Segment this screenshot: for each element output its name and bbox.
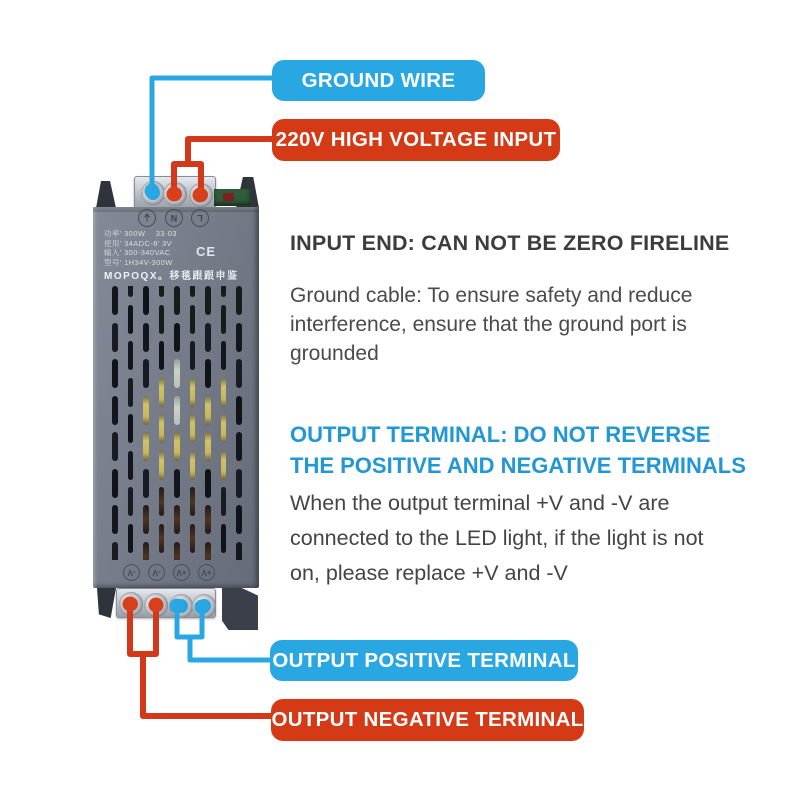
neg-wire-dot-1	[124, 597, 138, 611]
vent-slot	[174, 286, 180, 315]
pcb-component	[223, 193, 234, 201]
vent-slot	[205, 359, 211, 388]
mounting-ear-top-left	[96, 181, 116, 208]
vent-slot	[205, 432, 211, 461]
vent-slot	[221, 524, 227, 553]
output-mark-2: -V	[148, 564, 165, 581]
vent-slot	[112, 505, 118, 534]
heading-line: OUTPUT TERMINAL: DO NOT REVERSE	[290, 422, 711, 447]
body-line: on, please replace +V and -V	[290, 561, 568, 585]
vent-slot	[159, 487, 165, 516]
vent-slot	[112, 542, 118, 561]
pos-wire-dot-2	[197, 599, 211, 613]
vent-slot	[128, 487, 134, 516]
vent-slot	[143, 505, 149, 534]
vent-slot	[128, 451, 134, 480]
vent-slot	[174, 542, 180, 561]
body-line: When the output terminal +V and -V are	[290, 491, 670, 515]
ground-wire-dot	[146, 186, 160, 200]
vent-slot	[128, 305, 134, 334]
live-wire-dot	[194, 188, 208, 202]
vent-slot	[221, 451, 227, 480]
vent-grid	[111, 286, 251, 560]
vent-slot	[159, 305, 165, 334]
body-line: grounded	[290, 342, 379, 365]
output-terminal-block	[116, 588, 216, 618]
vent-slot	[112, 432, 118, 461]
pcb-strip	[214, 189, 250, 206]
vent-slot	[190, 524, 196, 553]
vent-slot	[112, 359, 118, 388]
output-mark-4: +V	[198, 564, 215, 581]
hv-input-line-stem	[188, 139, 272, 164]
vent-slot	[236, 432, 242, 461]
body-line: interference, ensure that the ground port is	[290, 313, 687, 336]
pos-wire-dot-1	[174, 599, 188, 613]
output-terminal-neg-1	[119, 592, 143, 616]
output-section-heading	[290, 419, 746, 481]
output-mark-3: +V	[173, 564, 190, 581]
ground-wire-callout: GROUND WIRE	[272, 60, 485, 101]
vent-slot	[190, 305, 196, 334]
negative-line-stem	[143, 654, 271, 716]
vent-slot	[236, 505, 242, 534]
vent-slot	[205, 505, 211, 534]
neg-wire-dot-2	[149, 598, 163, 612]
output-mark-1: -V	[123, 564, 140, 581]
vent-slot	[174, 396, 180, 425]
vent-slot	[236, 469, 242, 498]
ground-wire-line	[152, 78, 272, 185]
vent-slot	[159, 524, 165, 553]
vent-slot	[190, 414, 196, 443]
vent-slot	[221, 305, 227, 334]
vent-slot	[159, 451, 165, 480]
vent-slot	[143, 542, 149, 561]
body-line: Ground cable: To ensure safety and reduce	[290, 284, 693, 307]
vent-slot	[236, 542, 242, 561]
vent-slot	[159, 414, 165, 443]
vent-slot	[112, 286, 118, 315]
vent-slot	[174, 432, 180, 461]
vent-slot	[221, 286, 227, 297]
vent-slot	[143, 396, 149, 425]
output-negative-callout: OUTPUT NEGATIVE TERMINAL	[271, 699, 584, 741]
vent-slot	[112, 396, 118, 425]
high-voltage-input-callout: 220V HIGH VOLTAGE INPUT	[272, 119, 560, 161]
output-terminal-pos-2	[192, 594, 216, 618]
input-terminal-live	[189, 183, 213, 207]
output-terminal-neg-2	[144, 593, 168, 617]
output-terminal-pos-1	[169, 594, 193, 618]
vent-slot	[221, 378, 227, 407]
vent-slot	[159, 286, 165, 297]
vent-slot	[159, 341, 165, 370]
vent-slot	[128, 286, 134, 297]
vent-slot	[190, 451, 196, 480]
input-terminal-block	[134, 176, 216, 210]
vent-slot	[112, 323, 118, 352]
vent-slot	[236, 286, 242, 315]
output-positive-callout: OUTPUT POSITIVE TERMINAL	[270, 640, 578, 681]
heading-line: THE POSITIVE AND NEGATIVE TERMINALS	[290, 453, 746, 478]
ground-symbol-mark: ⏚	[138, 209, 156, 227]
vent-slot	[205, 323, 211, 352]
vent-slot	[205, 542, 211, 561]
vent-slot	[205, 286, 211, 315]
spec-line: 型号' 1H34V-300W	[104, 257, 173, 267]
spec-label	[104, 229, 177, 267]
vent-slot	[128, 341, 134, 370]
vent-slot	[221, 487, 227, 516]
vent-slot	[221, 414, 227, 443]
vent-slot	[143, 323, 149, 352]
spec-line: 输入' 300-340VAC	[104, 248, 171, 257]
vent-slot	[128, 524, 134, 553]
output-section-body	[290, 486, 704, 591]
neutral-mark: N	[165, 209, 183, 227]
neutral-wire-dot	[168, 187, 182, 201]
vent-slot	[128, 414, 134, 443]
live-mark: L	[191, 209, 209, 227]
positive-line-stem	[190, 637, 270, 660]
vent-slot	[236, 396, 242, 425]
input-section-body	[290, 281, 692, 368]
spec-line: 使用' 34ADC-8' 3V	[104, 238, 173, 248]
body-line: connected to the LED light, if the light is not	[290, 526, 704, 550]
vent-slot	[143, 359, 149, 388]
vent-slot	[174, 359, 180, 388]
vent-slot	[143, 469, 149, 498]
vent-slot	[174, 505, 180, 534]
input-terminal-ground	[141, 181, 165, 205]
input-terminal-neutral	[163, 182, 187, 206]
vent-slot	[205, 469, 211, 498]
vent-slot	[190, 378, 196, 407]
vent-slot	[143, 286, 149, 315]
mounting-bracket-bottom-right	[222, 588, 258, 630]
vent-slot	[236, 359, 242, 388]
input-section-heading: INPUT END: CAN NOT BE ZERO FIRELINE	[290, 231, 730, 255]
vent-slot	[112, 469, 118, 498]
vent-slot	[159, 378, 165, 407]
vent-slot	[190, 341, 196, 370]
vent-slot	[128, 378, 134, 407]
vent-slot	[221, 341, 227, 370]
spec-line: 功率' 300W 33·03	[104, 229, 177, 238]
vent-slot	[190, 286, 196, 297]
ce-mark: CE	[196, 244, 217, 259]
vent-slot	[143, 432, 149, 461]
vent-slot	[205, 396, 211, 425]
spec-label-footer: MOPOQX。移毯跟跟申鉴	[104, 271, 239, 282]
vent-slot	[190, 487, 196, 516]
mounting-ear-bottom-left	[97, 588, 116, 618]
vent-slot	[174, 469, 180, 498]
vent-slot	[174, 323, 180, 352]
vent-slot	[236, 323, 242, 352]
